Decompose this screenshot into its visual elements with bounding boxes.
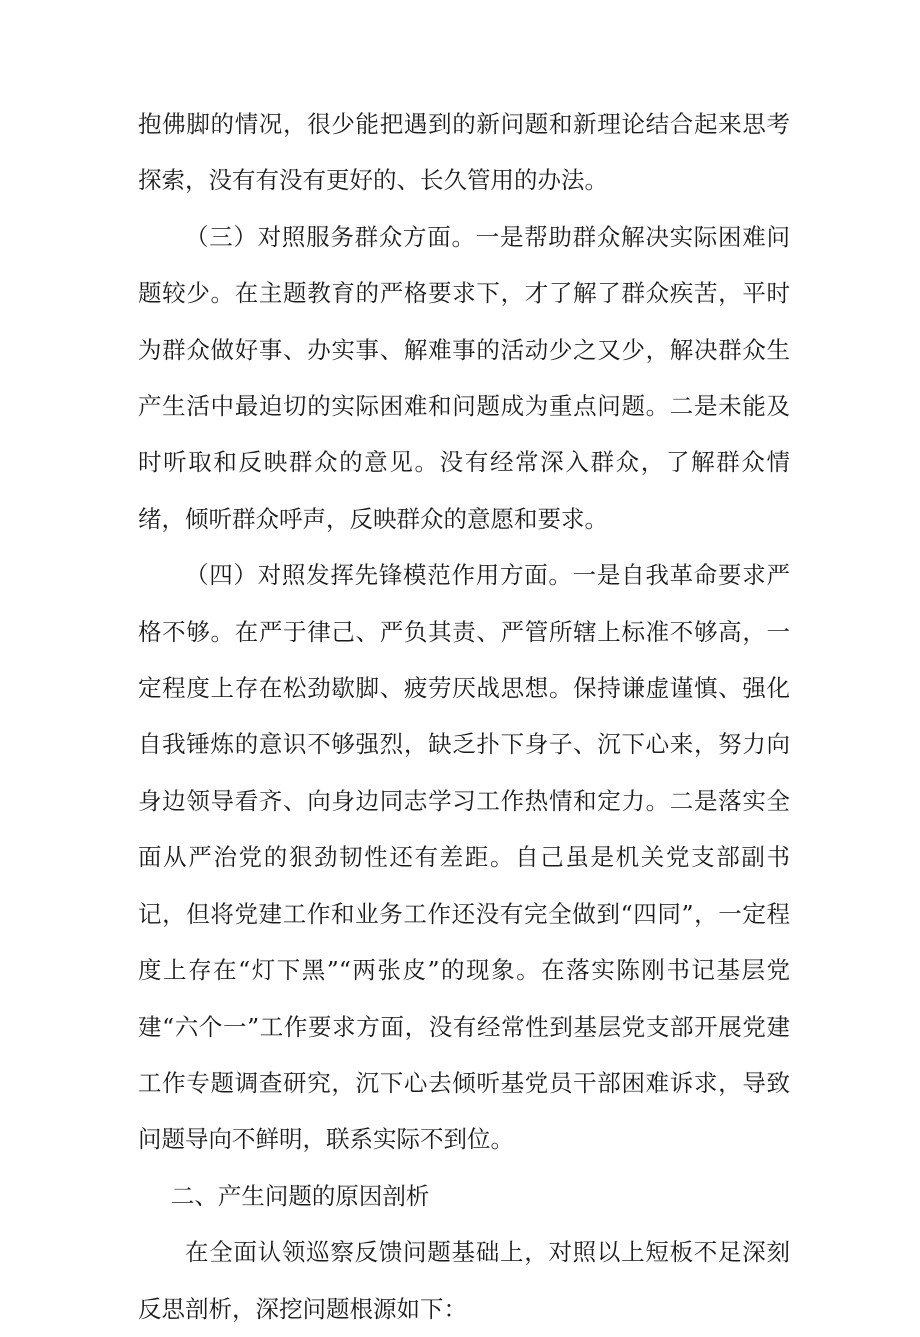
- paragraph-intro-causes: 在全面认领巡察反馈问题基础上，对照以上短板不足深刻反思剖析，深挖问题根源如下：: [138, 1238, 790, 1323]
- paragraph-continuation: 抱佛脚的情况，很少能把遇到的新问题和新理论结合起来思考探索，没有有没有更好的、长久管用的办法。: [138, 110, 790, 195]
- paragraph-section-four: （四）对照发挥先锋模范作用方面。一是自我革命要求严格不够。在严于律己、严负其责、严管所辖上标准不够高，一定程度上存在松劲歇脚、疲劳厌战思想。保持谦虚谨慎、强化自我锤炼的意识不够强烈，缺乏扑下身子、沉下心来，努力向身边领导看齐、向身边同志学习工作热情和定力。二是落实全面从严治党的狠劲韧性还有差距。自己虽是机关党支部副书记，但将党建工作和业务工作还没有完全做到“四同”，一定程度上存在“灯下黑”“两张皮”的现象。在落实陈刚书记基层党建“六个一”工作要求方面，没有经常性到基层党支部开展党建工作专题调查研究，沉下心去倾听基党员干部困难诉求，导致问题导向不鲜明，联系实际不到位。: [138, 561, 790, 1154]
- document-body: [138, 96, 790, 1337]
- section-heading-cause-analysis: 二、产生问题的原因剖析: [170, 1181, 430, 1210]
- paragraph-section-three: （三）对照服务群众方面。一是帮助群众解决实际困难问题较少。在主题教育的严格要求下，才了解了群众疾苦，平时为群众做好事、办实事、解难事的活动少之又少，解决群众生产生活中最迫切的实际困难和问题成为重点问题。二是未能及时听取和反映群众的意见。没有经常深入群众，了解群众情绪，倾听群众呼声，反映群众的意愿和要求。: [138, 222, 790, 533]
